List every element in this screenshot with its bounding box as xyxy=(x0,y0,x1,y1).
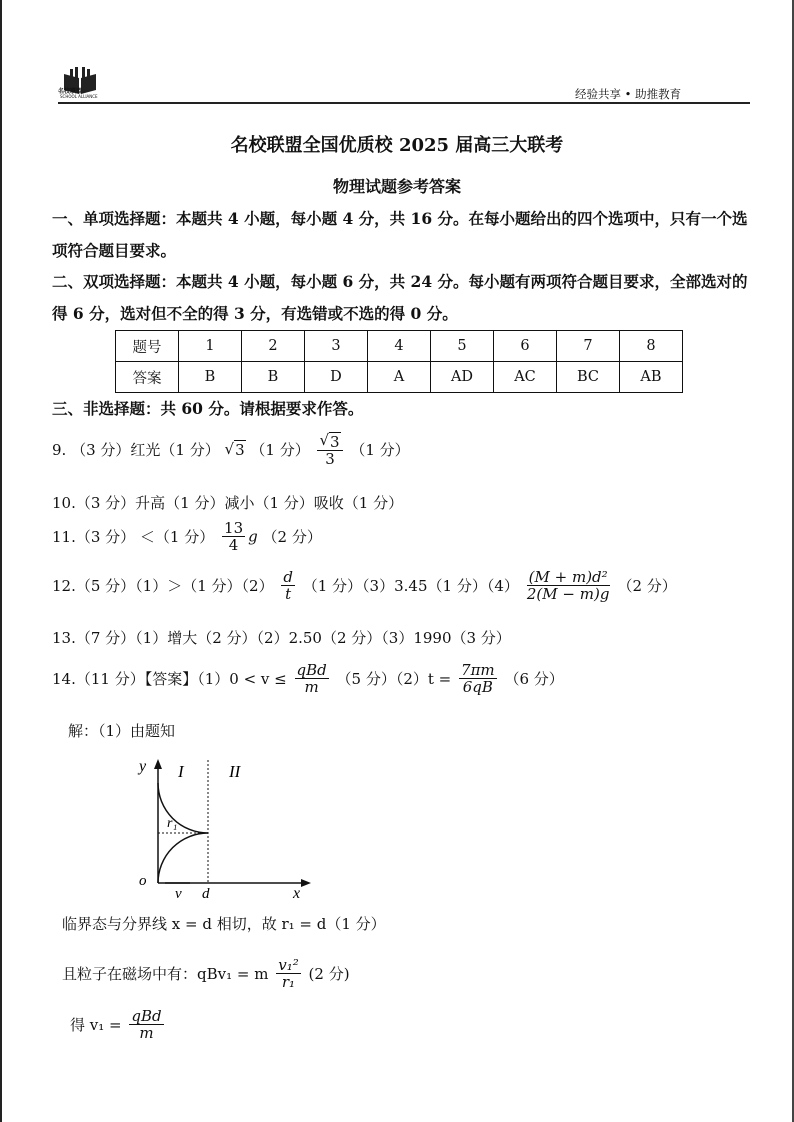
answer-table-number-row xyxy=(116,331,683,362)
q12-fraction-2-numerator: (M + m)d² xyxy=(528,568,608,586)
table-answer-cell: AB xyxy=(620,362,683,393)
q11-fraction xyxy=(222,520,245,553)
page-edge-left xyxy=(0,0,2,1122)
label-x: x xyxy=(293,885,301,900)
q14-fraction-1-denominator: m xyxy=(304,678,319,696)
solution-intro: 解：（1）由题知 xyxy=(68,722,176,740)
q11-prefix: 11.（3 分） ＜（1 分） xyxy=(52,528,215,546)
table-answer-cell: A xyxy=(368,362,431,393)
table-answer-cell: B xyxy=(179,362,242,393)
q12-fraction-1-denominator: t xyxy=(285,585,292,603)
label-region-2: II xyxy=(229,762,241,781)
sol2-fraction xyxy=(276,957,301,990)
q12-fraction-2-denominator: 2(M − m)g xyxy=(526,585,610,603)
answer-table-answer-row xyxy=(116,362,683,393)
q9-fraction-numerator: √3 xyxy=(317,432,342,451)
q9-fraction-radicand: 3 xyxy=(330,432,340,451)
q9-fraction xyxy=(317,432,342,467)
label-d: d xyxy=(202,886,210,900)
q11-fraction-numerator: 13 xyxy=(224,519,244,537)
q9-suffix: （1 分） xyxy=(350,440,410,459)
q11-suffix: （2 分） xyxy=(262,528,322,546)
logo-subtext: SCHOOL ALLIANCE xyxy=(60,94,98,99)
table-answer-cell: B xyxy=(242,362,305,393)
table-answer-cell: AD xyxy=(431,362,494,393)
table-number-cell: 1 xyxy=(179,331,242,362)
solution-line-1: 临界态与分界线 x = d 相切，故 r₁ = d（1 分） xyxy=(62,915,386,933)
table-number-cell: 5 xyxy=(431,331,494,362)
solution-line-2 xyxy=(62,957,350,990)
section-3-instructions: 三、非选择题：共 60 分。请根据要求作答。 xyxy=(52,399,364,418)
q11-variable: g xyxy=(248,527,258,546)
q12-fraction-2 xyxy=(527,569,610,602)
answer-table xyxy=(115,330,683,393)
sol2-prefix: 且粒子在磁场中有：qBv₁ = m xyxy=(62,965,269,983)
q12-fraction-1 xyxy=(281,569,295,602)
page-subtitle: 物理试题参考答案 xyxy=(332,177,461,196)
q11-fraction-denominator: 4 xyxy=(228,536,239,554)
label-y: y xyxy=(139,758,147,775)
sol2-suffix: (2 分) xyxy=(308,965,350,983)
answer-q9 xyxy=(52,432,410,467)
q14-fraction-1-numerator: qBd xyxy=(296,661,327,679)
answer-q12 xyxy=(52,569,677,602)
label-region-1: I xyxy=(178,762,184,781)
answer-q14 xyxy=(52,662,564,695)
solution-line-3 xyxy=(70,1008,167,1041)
header-slogan: 经验共享 • 助推教育 xyxy=(575,87,682,101)
table-number-cell: 2 xyxy=(242,331,305,362)
y-axis-arrow xyxy=(154,759,162,769)
q12-mid: （1 分）（3）3.45（1 分）（4） xyxy=(302,577,519,595)
q14-mid: （5 分）（2）t = xyxy=(336,670,452,688)
q12-suffix: （2 分） xyxy=(617,577,677,595)
sol3-fraction xyxy=(129,1008,163,1041)
answer-q11 xyxy=(52,520,322,553)
label-v: v xyxy=(175,886,182,900)
answer-q13: 13.（7 分）（1）增大（2 分）（2）2.50（2 分）（3）1990（3 分） xyxy=(52,629,511,647)
answer-q10: 10.（3 分）升高（1 分）减小（1 分）吸收（1 分） xyxy=(52,494,404,512)
magnetic-field-diagram xyxy=(135,755,315,900)
q14-fraction-2-numerator: 7πm xyxy=(461,661,495,679)
sol3-prefix: 得 v₁ = xyxy=(70,1016,122,1034)
q9-sqrt-radicand: 3 xyxy=(235,440,245,459)
q14-fraction-1 xyxy=(295,662,329,695)
q9-sqrt: √3 xyxy=(224,439,245,459)
q14-suffix: （6 分） xyxy=(504,670,564,688)
table-number-cell: 4 xyxy=(368,331,431,362)
q14-fraction-2 xyxy=(459,662,497,695)
q9-prefix: 9. （3 分）红光（1 分） xyxy=(52,440,220,459)
sol2-fraction-numerator: v₁² xyxy=(278,956,299,974)
header-divider xyxy=(58,102,750,104)
table-header-number: 题号 xyxy=(116,331,179,362)
q12-fraction-1-numerator: d xyxy=(283,568,293,586)
q14-fraction-2-denominator: 6qB xyxy=(462,678,493,696)
sol3-fraction-numerator: qBd xyxy=(131,1007,162,1025)
page-title: 名校联盟全国优质校 2025 届高三大联考 xyxy=(230,135,564,156)
section-1-instructions: 一、单项选择题：本题共 4 小题，每小题 4 分，共 16 分。在每小题给出的四个选项中，只有一个选项符合题目要求。 xyxy=(52,209,748,260)
logo-text: 名校联盟 xyxy=(58,88,83,95)
q12-prefix: 12.（5 分）（1）＞（1 分）（2） xyxy=(52,577,274,595)
x-axis-arrow xyxy=(301,879,311,887)
table-answer-cell: BC xyxy=(557,362,620,393)
q9-mid: （1 分） xyxy=(250,440,310,459)
table-number-cell: 3 xyxy=(305,331,368,362)
table-answer-cell: D xyxy=(305,362,368,393)
table-number-cell: 6 xyxy=(494,331,557,362)
q9-fraction-denominator: 3 xyxy=(325,449,335,468)
sol3-fraction-denominator: m xyxy=(139,1024,154,1042)
table-number-cell: 8 xyxy=(620,331,683,362)
table-header-answer: 答案 xyxy=(116,362,179,393)
q14-prefix: 14.（11 分）【答案】（1）0 < v ≤ xyxy=(52,670,287,688)
section-2-instructions: 二、双项选择题：本题共 4 小题，每小题 6 分，共 24 分。每小题有两项符合题目要求，全部选对的得 6 分，选对但不全的得 3 分，有选错或不选的得 0 分。 xyxy=(52,272,748,323)
label-r1: r₁ xyxy=(167,816,178,831)
table-answer-cell: AC xyxy=(494,362,557,393)
sol2-fraction-denominator: r₁ xyxy=(281,973,296,991)
label-o: o xyxy=(139,873,147,889)
table-number-cell: 7 xyxy=(557,331,620,362)
